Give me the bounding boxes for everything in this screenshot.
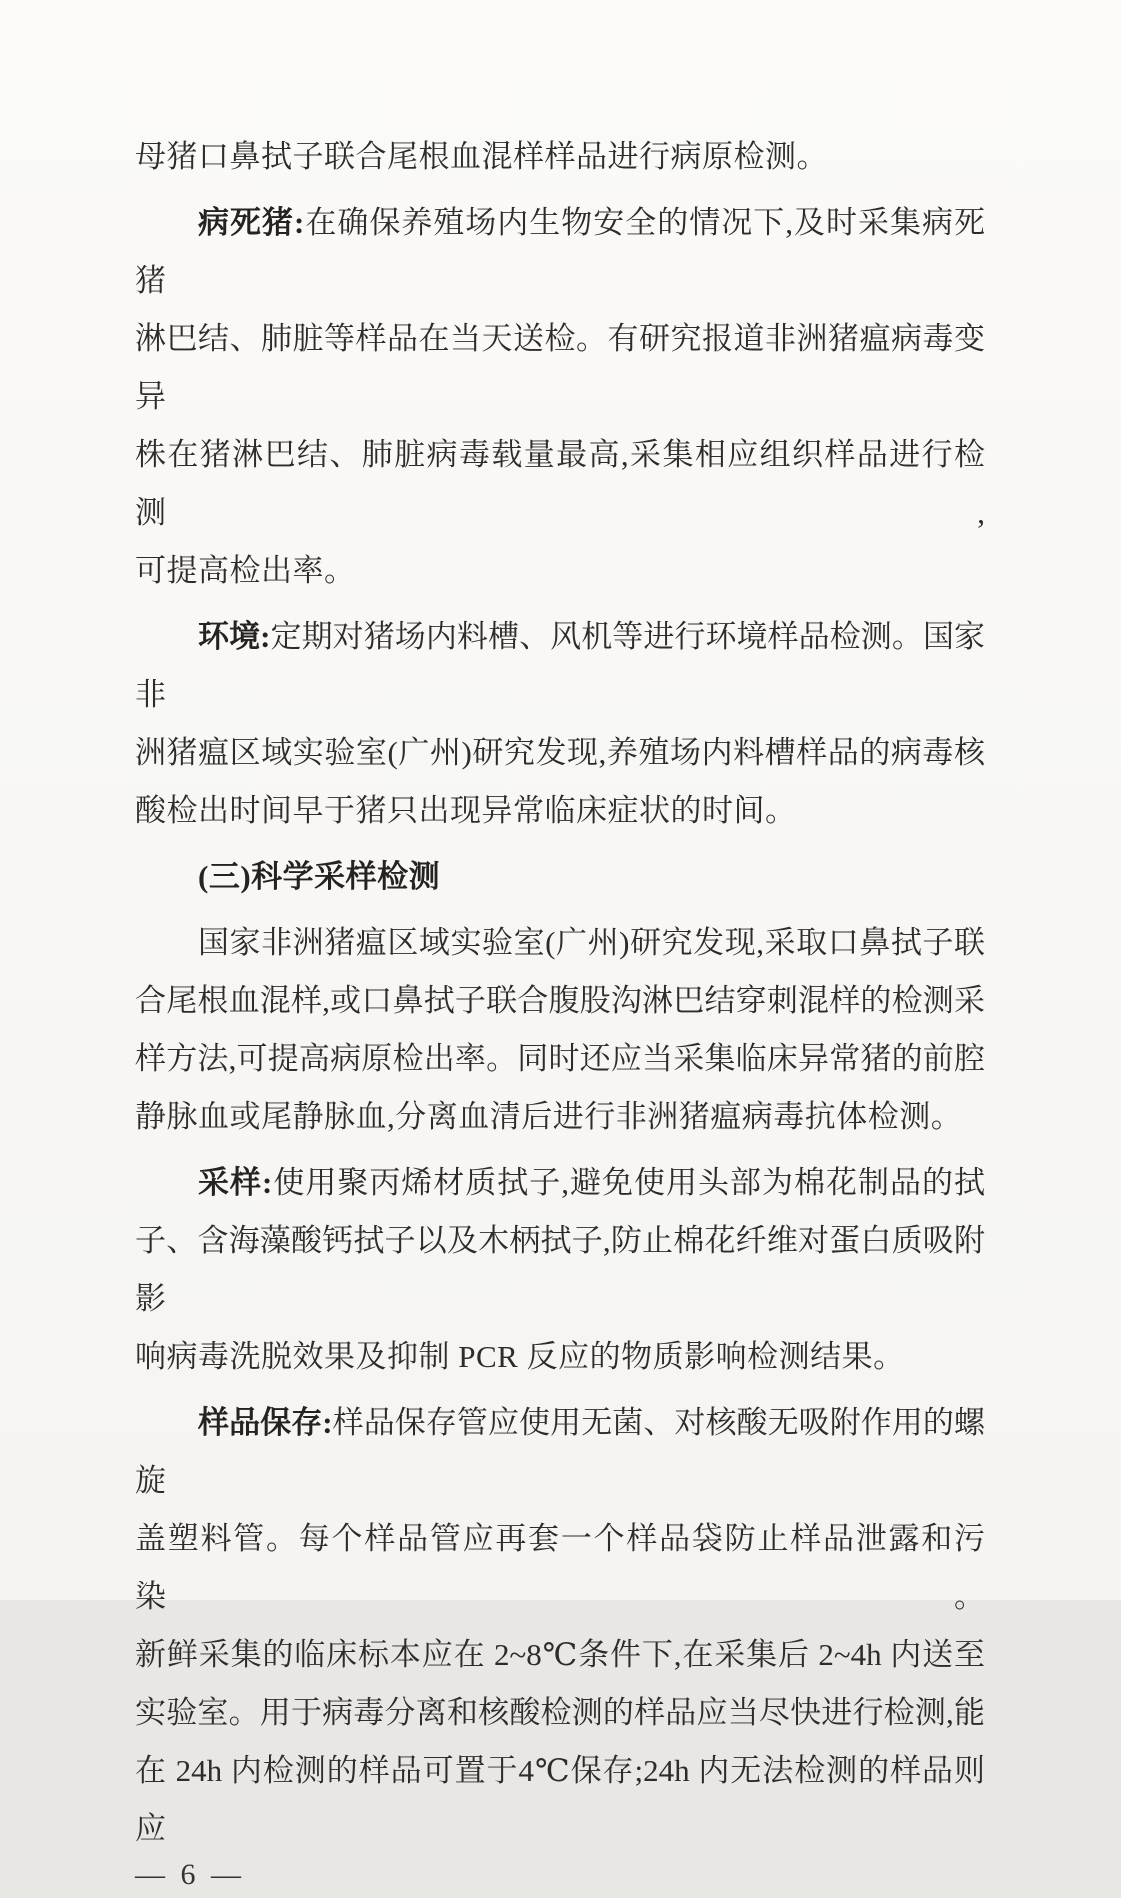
line-text: 洲猪瘟区域实验室(广州)研究发现,养殖场内料槽样品的病毒核 [135,735,985,770]
line-text: 响病毒洗脱效果及抑制 PCR 反应的物质影响检测结果。 [135,1339,905,1374]
text-line [135,1626,985,1684]
text-line [135,1154,985,1212]
text-line [135,608,985,724]
text-line [135,128,985,186]
line-text: 国家非洲猪瘟区域实验室(广州)研究发现,采取口鼻拭子联 [198,925,985,960]
line-text: 在 24h 内检测的样品可置于4℃保存;24h 内无法检测的样品则应 [135,1753,985,1846]
text-line [135,310,985,426]
paragraph-label: 病死猪: [198,205,305,240]
paragraph-label: 样品保存: [198,1405,333,1440]
text-line [135,782,985,840]
text-line [135,1684,985,1742]
section-heading-text: (三)科学采样检测 [198,859,441,894]
text-line [135,1088,985,1146]
text-line [135,914,985,972]
text-line [135,426,985,542]
line-text: 株在猪淋巴结、肺脏病毒载量最高,采集相应组织样品进行检测, [135,437,985,530]
line-text: 实验室。用于病毒分离和核酸检测的样品应当尽快进行检测,能 [135,1695,985,1730]
line-text: 盖塑料管。每个样品管应再套一个样品袋防止样品泄露和污染。 [135,1521,985,1614]
text-line [135,1742,985,1858]
line-text: 母猪口鼻拭子联合尾根血混样样品进行病原检测。 [135,139,828,174]
line-text: 子、含海藻酸钙拭子以及木柄拭子,防止棉花纤维对蛋白质吸附影 [135,1223,985,1316]
line-text: 淋巴结、肺脏等样品在当天送检。有研究报道非洲猪瘟病毒变异 [135,321,985,414]
line-text: 样品保存管应使用无菌、对核酸无吸附作用的螺旋 [135,1405,985,1498]
line-text: 静脉血或尾静脉血,分离血清后进行非洲猪瘟病毒抗体检测。 [135,1099,963,1134]
text-line [135,1212,985,1328]
line-text: 在确保养殖场内生物安全的情况下,及时采集病死猪 [135,205,986,298]
text-line [135,1510,985,1626]
line-text: 新鲜采集的临床标本应在 2~8℃条件下,在采集后 2~4h 内送至 [135,1637,985,1672]
text-line [135,972,985,1030]
text-line [135,724,985,782]
text-line [135,1394,985,1510]
line-text: 定期对猪场内料槽、风机等进行环境样品检测。国家非 [135,619,986,712]
document-body [135,128,985,1898]
text-line [135,542,985,600]
paragraph-label: 环境: [198,619,271,654]
section-heading [135,848,985,906]
text-line [135,194,985,310]
text-line [135,1328,985,1386]
line-text: 合尾根血混样,或口鼻拭子联合腹股沟淋巴结穿刺混样的检测采 [135,983,985,1018]
line-text: 可提高检出率。 [135,553,356,588]
paragraph-label: 采样: [198,1165,273,1200]
text-line [135,1030,985,1088]
page-number: — 6 — [135,1858,245,1891]
line-text: 使用聚丙烯材质拭子,避免使用头部为棉花制品的拭 [272,1165,986,1200]
line-text: 样方法,可提高病原检出率。同时还应当采集临床异常猪的前腔 [135,1041,985,1076]
line-text: 酸检出时间早于猪只出现异常临床症状的时间。 [135,793,797,828]
